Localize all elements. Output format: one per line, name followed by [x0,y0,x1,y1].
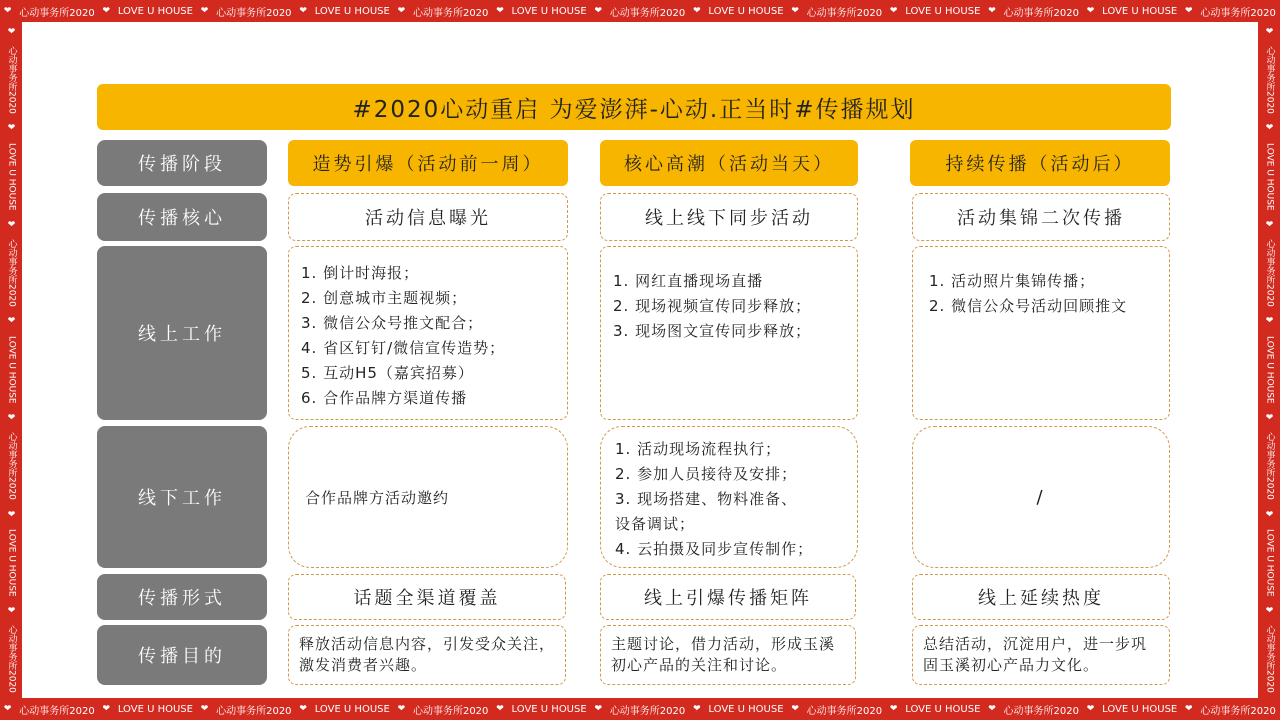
frame-text: 心动事务所2020 [1264,46,1275,114]
heart-icon: ❤ [102,6,111,16]
frame-text: LOVE U HOUSE [6,528,17,597]
heart-icon: ❤ [200,704,209,714]
heart-icon: ❤ [6,509,17,520]
phase-header-after: 持续传播（活动后） [910,140,1170,186]
heart-icon: ❤ [791,704,799,714]
heart-icon: ❤ [1086,704,1095,714]
heart-icon: ❤ [102,704,111,714]
frame-text: LOVE U HOUSE [905,5,981,17]
heart-icon: ❤ [1185,704,1193,714]
content-board [22,22,1258,698]
frame-text: LOVE U HOUSE [6,335,17,404]
list-item: 6. 合作品牌方渠道传播 [301,389,468,407]
page-title: #2020心动重启 为爱澎湃-心动.正当时#传播规划 [97,84,1171,130]
frame-text: 心动事务所2020 [216,705,292,717]
heart-icon: ❤ [693,6,701,16]
frame-bottom-strip [0,698,1280,720]
list-item: 1. 活动现场流程执行； [615,440,782,458]
offline-cell-after: / [912,426,1170,568]
frame-text: 心动事务所2020 [19,705,95,717]
frame-text: LOVE U HOUSE [1264,142,1275,211]
frame-text: 心动事务所2020 [19,7,95,19]
row-label-form: 传播形式 [97,574,267,620]
frame-text: 心动事务所2020 [806,7,883,19]
goal-cell-day: 主题讨论，借力活动，形成玉溪初心产品的关注和讨论。 [600,625,856,685]
heart-icon: ❤ [397,6,406,16]
frame-text: 心动事务所2020 [609,7,686,19]
row-label-offline: 线下工作 [97,426,267,568]
frame-text: 心动事务所2020 [6,432,17,501]
heart-icon: ❤ [1264,26,1275,37]
heart-icon: ❤ [1264,412,1275,423]
list-item: 1. 活动照片集锦传播； [929,272,1096,290]
heart-icon: ❤ [889,6,898,16]
frame-left-strip [0,22,22,698]
frame-text: LOVE U HOUSE [905,703,981,715]
heart-icon: ❤ [693,704,701,714]
frame-text: 心动事务所2020 [412,705,489,717]
list-item: 2. 微信公众号活动回顾推文 [929,297,1128,315]
list-item: 1. 网红直播现场直播 [613,272,764,290]
online-cell-after [912,246,1170,420]
heart-icon: ❤ [889,704,898,714]
frame-text: LOVE U HOUSE [708,5,784,17]
heart-icon: ❤ [3,704,12,714]
goal-cell-after: 总结活动，沉淀用户，进一步巩固玉溪初心产品力文化。 [912,625,1170,685]
heart-icon: ❤ [6,412,17,423]
heart-icon: ❤ [496,6,504,16]
heart-icon: ❤ [988,704,996,714]
frame-text: LOVE U HOUSE [6,142,17,211]
online-cell-day [600,246,858,420]
frame-text: 心动事务所2020 [6,625,17,694]
frame-text: 心动事务所2020 [1003,7,1079,19]
heart-icon: ❤ [1086,6,1095,16]
form-cell-before: 话题全渠道覆盖 [288,574,566,620]
list-item: 2. 参加人员接待及安排； [615,465,798,483]
frame-text: LOVE U HOUSE [314,703,390,715]
heart-icon: ❤ [6,123,17,134]
heart-icon: ❤ [1264,123,1275,134]
heart-icon: ❤ [6,605,17,616]
list-item: 2. 现场视频宣传同步释放； [613,297,812,315]
frame-text: 心动事务所2020 [412,7,489,19]
list-item: 设备调试； [615,515,696,533]
list-item: 3. 微信公众号推文配合； [301,314,484,332]
heart-icon: ❤ [1264,219,1275,230]
list-item: 2. 创意城市主题视频； [301,289,468,307]
frame-text: LOVE U HOUSE [1102,703,1178,715]
row-label-goal: 传播目的 [97,625,267,685]
heart-icon: ❤ [6,316,17,327]
form-cell-day: 线上引爆传播矩阵 [600,574,856,620]
frame-text: LOVE U HOUSE [511,5,587,17]
frame-text: LOVE U HOUSE [511,703,587,715]
row-label-core: 传播核心 [97,193,267,241]
form-cell-after: 线上延续热度 [912,574,1170,620]
heart-icon: ❤ [594,704,603,714]
heart-icon: ❤ [6,219,17,230]
heart-icon: ❤ [6,26,17,37]
heart-icon: ❤ [397,704,406,714]
list-item: 1. 倒计时海报； [301,264,420,282]
frame-text: 心动事务所2020 [1003,705,1079,717]
offline-cell-day [600,426,858,568]
row-label-online: 线上工作 [97,246,267,420]
heart-icon: ❤ [594,6,603,16]
list-item: 4. 省区钉钉/微信宣传造势； [301,339,506,357]
frame-text: 心动事务所2020 [1200,7,1276,19]
core-cell-after: 活动集锦二次传播 [912,193,1170,241]
frame-text: LOVE U HOUSE [117,5,193,17]
frame-text: LOVE U HOUSE [314,5,390,17]
heart-icon: ❤ [1185,6,1193,16]
heart-icon: ❤ [496,704,504,714]
list-item: 5. 互动H5（嘉宾招募） [301,364,474,382]
frame-text: 心动事务所2020 [6,46,17,114]
heart-icon: ❤ [299,704,307,714]
frame-text: 心动事务所2020 [1200,705,1276,717]
heart-icon: ❤ [1264,509,1275,520]
goal-cell-before: 释放活动信息内容，引发受众关注，激发消费者兴趣。 [288,625,566,685]
list-item: 3. 现场搭建、物料准备、 [615,490,798,508]
offline-cell-before: 合作品牌方活动邀约 [288,426,568,568]
frame-text: LOVE U HOUSE [1102,5,1178,17]
phase-header-day: 核心高潮（活动当天） [600,140,858,186]
frame-text: 心动事务所2020 [1264,432,1275,501]
heart-icon: ❤ [200,6,209,16]
frame-text: LOVE U HOUSE [708,703,784,715]
list-item: 3. 现场图文宣传同步释放； [613,322,812,340]
frame-text: 心动事务所2020 [806,705,883,717]
frame-text: 心动事务所2020 [1264,239,1275,308]
frame-text: LOVE U HOUSE [117,703,193,715]
core-cell-day: 线上线下同步活动 [600,193,858,241]
frame-top-strip [0,0,1280,22]
frame-text: 心动事务所2020 [609,705,686,717]
heart-icon: ❤ [988,6,996,16]
frame-text: 心动事务所2020 [6,239,17,308]
frame-text: LOVE U HOUSE [1264,335,1275,404]
online-cell-before [288,246,568,420]
heart-icon: ❤ [1264,316,1275,327]
phase-header-before: 造势引爆（活动前一周） [288,140,568,186]
frame-text: 心动事务所2020 [216,7,292,19]
heart-icon: ❤ [791,6,799,16]
list-item: 4. 云拍摄及同步宣传制作； [615,540,814,558]
frame-text: LOVE U HOUSE [1264,528,1275,597]
heart-icon: ❤ [3,6,12,16]
heart-icon: ❤ [1264,605,1275,616]
frame-right-strip [1258,22,1280,698]
frame-text: 心动事务所2020 [1264,625,1275,694]
row-label-stage: 传播阶段 [97,140,267,186]
heart-icon: ❤ [299,6,307,16]
core-cell-before: 活动信息曝光 [288,193,568,241]
